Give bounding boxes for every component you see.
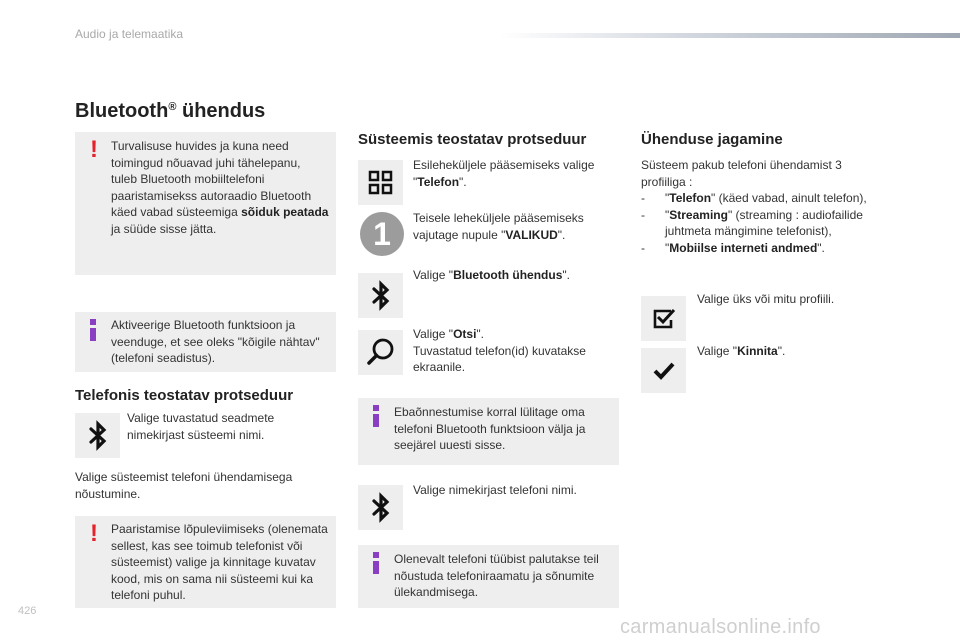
info-box-failure bbox=[358, 398, 619, 465]
phone-procedure-heading: Telefonis teostatav protseduur bbox=[75, 387, 294, 404]
system-step-4: Valige "Otsi". Tuvastatud telefon(id) kuvatakse ekraanile. bbox=[413, 327, 586, 374]
checkbox-check-icon bbox=[641, 296, 686, 341]
accept-text: Valige süsteemist telefoni ühendamisega nõustumine. bbox=[75, 470, 293, 501]
grid-icon bbox=[358, 160, 403, 205]
warning-text-code: Paaristamise lõpuleviimiseks (olenemata sellest, kas see toimub telefonist või süsteemist) valige ja kinnitage kuvatav kood, mis on sama nii süsteemi kui ka telefoni puhul. bbox=[111, 522, 328, 602]
page-number: 426 bbox=[18, 605, 37, 617]
info-icon bbox=[373, 552, 379, 574]
select-profiles-text: Valige üks või mitu profiili. bbox=[697, 292, 835, 306]
sharing-intro: Süsteem pakub telefoni ühendamist 3 profiiliga : bbox=[641, 158, 842, 189]
phone-step-text: Valige tuvastatud seadmete nimekirjast süsteemi nimi. bbox=[127, 411, 275, 442]
page-title: Bluetooth® ühendus bbox=[75, 100, 266, 122]
info-icon bbox=[90, 319, 96, 341]
profile-item: - "Streaming" (streaming : audiofailide juhtmeta mängimine telefonist), bbox=[641, 207, 863, 238]
step-number-badge: 1 bbox=[360, 212, 404, 256]
profile-item: - "Mobiilse interneti andmed". bbox=[641, 240, 825, 255]
header-decor-bar bbox=[500, 33, 960, 38]
system-step-5: Valige nimekirjast telefoni nimi. bbox=[413, 483, 577, 497]
info-box-visibility bbox=[75, 312, 336, 372]
warning-icon: ! bbox=[90, 520, 98, 547]
bluetooth-icon bbox=[358, 485, 403, 530]
section-header: Audio ja telemaatika bbox=[75, 27, 184, 41]
warning-icon: ! bbox=[90, 136, 98, 163]
warning-box-safety bbox=[75, 132, 336, 275]
check-icon bbox=[641, 348, 686, 393]
sharing-heading: Ühenduse jagamine bbox=[641, 131, 783, 148]
watermark-site: carmanualsonline.info bbox=[620, 616, 821, 638]
confirm-text: Valige "Kinnita". bbox=[697, 344, 786, 358]
system-procedure-heading: Süsteemis teostatav protseduur bbox=[358, 131, 587, 148]
bluetooth-icon bbox=[358, 273, 403, 318]
info-text-visibility: Aktiveerige Bluetooth funktsioon ja veenduge, et see oleks "kõigile nähtav" (telefoni seadistus). bbox=[111, 318, 320, 365]
warning-box-code bbox=[75, 516, 336, 608]
system-step-3: Valige "Bluetooth ühendus". bbox=[413, 268, 570, 282]
system-step-2: Teisele leheküljele pääsemiseks vajutage nupule "VALIKUD". bbox=[413, 211, 584, 242]
info-box-phone-type bbox=[358, 545, 619, 608]
info-icon bbox=[373, 405, 379, 427]
info-text-phone-type: Olenevalt telefoni tüübist palutakse teil nõustuda telefoniraamatu ja sõnumite ülekandmisega. bbox=[394, 552, 599, 599]
profile-list bbox=[641, 190, 886, 256]
info-text-failure: Ebaõnnestumise korral lülitage oma telefoni Bluetooth funktsioon välja ja seejärel uuesti sisse. bbox=[394, 405, 586, 452]
search-icon bbox=[358, 330, 403, 375]
bluetooth-icon bbox=[75, 413, 120, 458]
warning-text-safety: Turvalisuse huvides ja kuna need toimingud nõuavad juhi tähelepanu, tuleb Bluetooth mobiiltelefoni paaristamisekss autoraadio Bluetooth käed vabad süsteemiga sõiduk peatada ja süüde sisse jätta. bbox=[111, 139, 329, 236]
system-step-1: Esileheküljele pääsemiseks valige "Telefon". bbox=[413, 158, 595, 189]
profile-item: - "Telefon" (käed vabad, ainult telefon), bbox=[641, 191, 867, 205]
